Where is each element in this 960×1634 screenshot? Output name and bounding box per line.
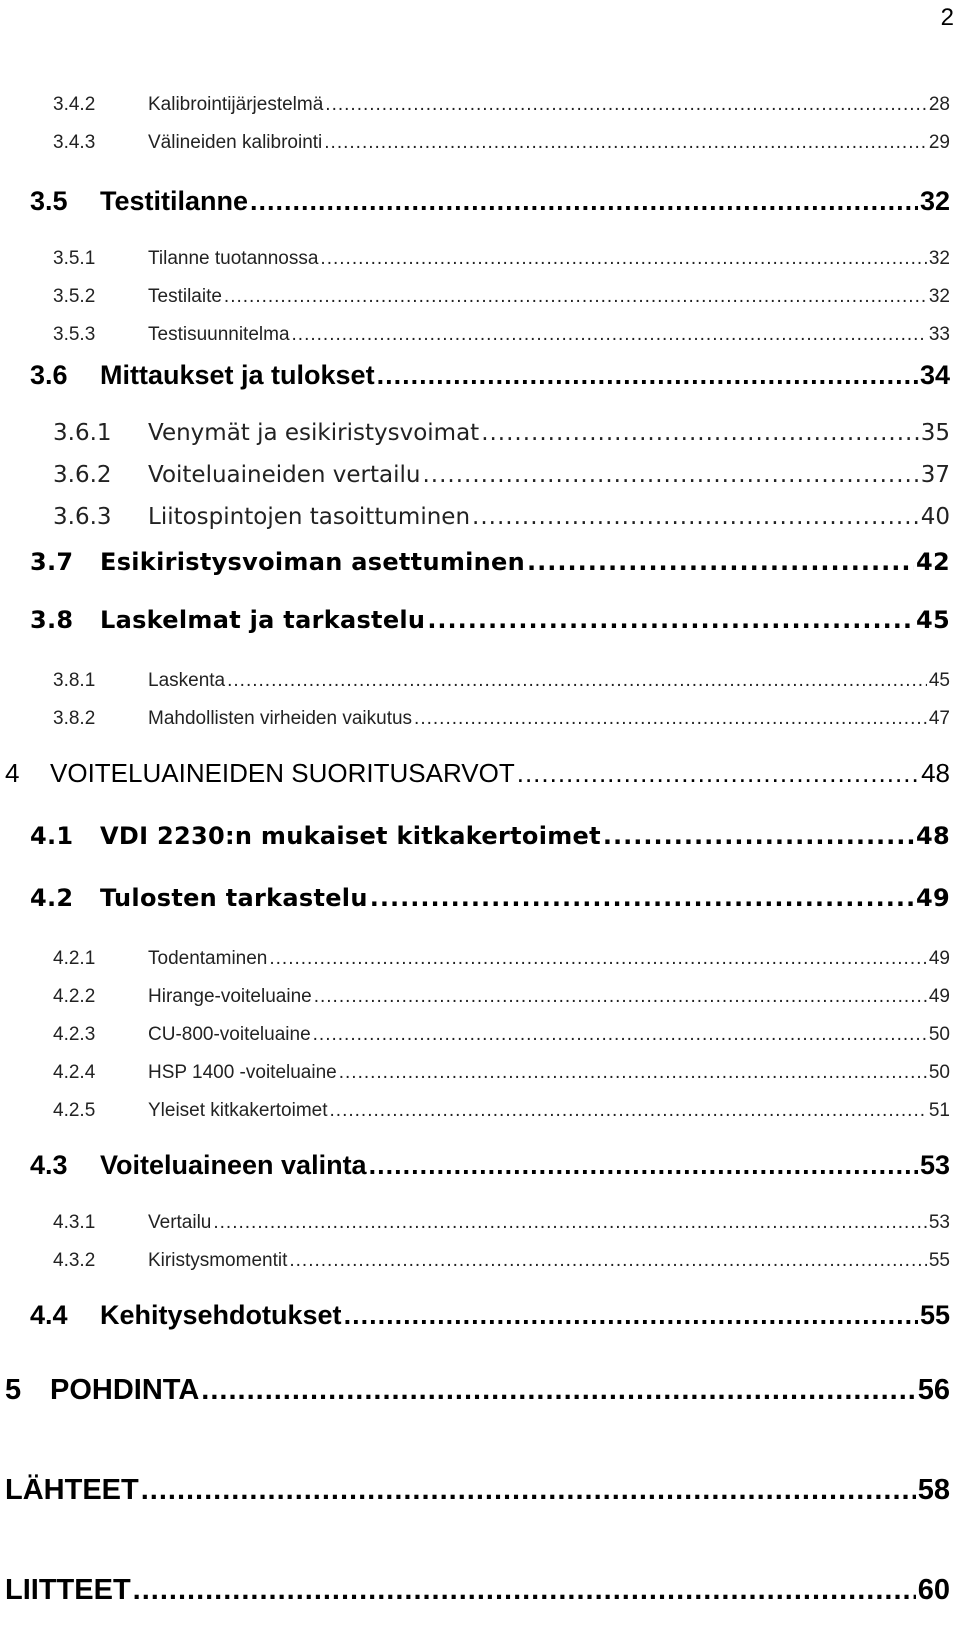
toc-entry-title: Laskelmat ja tarkastelu bbox=[100, 606, 426, 634]
toc-entry-title: Tulosten tarkastelu bbox=[100, 884, 368, 912]
toc-entry-title: Mahdollisten virheiden vaikutus bbox=[148, 708, 413, 729]
toc-entry-title: Hirange-voiteluaine bbox=[148, 986, 312, 1007]
toc-entry-page: 45 bbox=[928, 670, 950, 691]
toc-entry-leader bbox=[314, 986, 927, 1008]
toc-entry[interactable] bbox=[53, 132, 950, 154]
toc-entry[interactable] bbox=[30, 360, 950, 391]
toc-entry[interactable] bbox=[53, 708, 950, 730]
toc-entry-leader bbox=[517, 758, 919, 789]
toc-entry-page: 49 bbox=[916, 884, 950, 912]
toc-entry-title: Voiteluaineen valinta bbox=[100, 1150, 367, 1180]
toc-entry-page: 48 bbox=[921, 758, 950, 788]
toc-entry-title: Testilaite bbox=[148, 286, 222, 307]
toc-entry[interactable] bbox=[30, 1300, 950, 1331]
toc-entry-page: 29 bbox=[928, 132, 950, 153]
toc-entry-number: 3.8.1 bbox=[53, 670, 96, 691]
page-number: 2 bbox=[940, 4, 954, 31]
toc-entry-leader bbox=[292, 324, 927, 346]
toc-entry-number: 4.3.1 bbox=[53, 1212, 96, 1233]
toc-entry[interactable] bbox=[30, 884, 950, 912]
toc-entry-page: 42 bbox=[916, 548, 950, 576]
toc-entry[interactable] bbox=[53, 948, 950, 970]
toc-entry-page: 55 bbox=[919, 1300, 950, 1330]
toc-entry-leader bbox=[339, 1062, 927, 1084]
toc-entry-leader bbox=[141, 1474, 916, 1507]
toc-entry-title: Tilanne tuotannossa bbox=[148, 248, 319, 269]
toc-entry-number: 4.3 bbox=[30, 1150, 68, 1180]
toc-entry-leader bbox=[313, 1024, 927, 1046]
toc-entry-page: 50 bbox=[928, 1062, 950, 1083]
toc-entry-page: 58 bbox=[917, 1474, 950, 1506]
toc-entry-number: 3.6.2 bbox=[53, 462, 112, 488]
toc-entry-title: Laskenta bbox=[148, 670, 226, 691]
toc-entry-leader bbox=[414, 708, 927, 730]
toc-entry-leader bbox=[133, 1574, 916, 1607]
toc-entry-page: 40 bbox=[920, 504, 950, 530]
toc-entry-title: LÄHTEET bbox=[5, 1474, 139, 1506]
toc-entry-leader bbox=[344, 1300, 918, 1331]
toc-entry-leader bbox=[320, 248, 926, 270]
toc-entry-page: 28 bbox=[928, 94, 950, 115]
toc-entry-title: Liitospintojen tasoittuminen bbox=[148, 504, 471, 530]
toc-entry-leader bbox=[603, 822, 914, 850]
toc-entry-title: Kiristysmomentit bbox=[148, 1250, 288, 1271]
toc-entry-leader bbox=[330, 1100, 927, 1122]
toc-entry-title: Esikiristysvoiman asettuminen bbox=[100, 548, 526, 576]
toc-entry-title: VDI 2230:n mukaiset kitkakertoimet bbox=[100, 822, 601, 850]
toc-entry[interactable] bbox=[5, 758, 950, 789]
toc-entry-title: Testisuunnitelma bbox=[148, 324, 290, 345]
toc-entry-number: 4.4 bbox=[30, 1300, 68, 1330]
toc-entry-number: 3.5.3 bbox=[53, 324, 96, 345]
toc-entry[interactable] bbox=[53, 986, 950, 1008]
toc-entry-leader bbox=[370, 884, 914, 912]
toc-entry[interactable] bbox=[53, 670, 950, 692]
toc-entry-page: 48 bbox=[916, 822, 950, 850]
toc-entry-number: 3.6.3 bbox=[53, 504, 112, 530]
toc-entry-title: LIITTEET bbox=[5, 1574, 131, 1606]
toc-entry-title: Venymät ja esikiristysvoimat bbox=[148, 420, 480, 446]
toc-entry-number: 3.4.2 bbox=[53, 94, 96, 115]
toc-entry-page: 35 bbox=[920, 420, 950, 446]
toc-entry-page: 53 bbox=[919, 1150, 950, 1180]
toc-entry-leader bbox=[481, 420, 919, 446]
toc-entry-page: 32 bbox=[928, 286, 950, 307]
toc-entry[interactable] bbox=[30, 1150, 950, 1181]
toc-entry-leader bbox=[224, 286, 927, 308]
toc-entry-leader bbox=[250, 186, 918, 217]
toc-entry[interactable] bbox=[53, 1062, 950, 1084]
toc-entry[interactable] bbox=[30, 822, 950, 850]
toc-entry-page: 56 bbox=[917, 1374, 950, 1406]
toc-entry[interactable] bbox=[53, 462, 950, 488]
toc-entry-leader bbox=[472, 504, 919, 530]
toc-entry-number: 3.6.1 bbox=[53, 420, 112, 446]
toc-entry-title: HSP 1400 -voiteluaine bbox=[148, 1062, 337, 1083]
toc-entry[interactable] bbox=[53, 420, 950, 446]
toc-entry-leader bbox=[377, 360, 918, 391]
toc-entry-title: Yleiset kitkakertoimet bbox=[148, 1100, 328, 1121]
toc-entry-leader bbox=[324, 132, 927, 154]
toc-entry-leader bbox=[289, 1250, 927, 1272]
toc-entry[interactable] bbox=[5, 1474, 950, 1507]
toc-entry[interactable] bbox=[53, 504, 950, 530]
toc-entry-page: 37 bbox=[920, 462, 950, 488]
toc-entry-number: 4.2.2 bbox=[53, 986, 96, 1007]
toc-entry[interactable] bbox=[30, 186, 950, 217]
toc-entry-number: 3.6 bbox=[30, 360, 68, 390]
toc-entry-number: 4.2 bbox=[30, 884, 74, 912]
toc-entry-number: 3.5.2 bbox=[53, 286, 96, 307]
toc-entry-page: 50 bbox=[928, 1024, 950, 1045]
toc-entry-leader bbox=[527, 548, 914, 576]
toc-entry-number: 4.2.5 bbox=[53, 1100, 96, 1121]
toc-entry[interactable] bbox=[5, 1574, 950, 1607]
toc-entry[interactable] bbox=[53, 1250, 950, 1272]
toc-entry-leader bbox=[213, 1212, 926, 1234]
toc-entry-page: 34 bbox=[919, 360, 950, 390]
toc-entry-page: 55 bbox=[928, 1250, 950, 1271]
toc-entry-leader bbox=[427, 606, 914, 634]
toc-entry-leader bbox=[201, 1374, 915, 1407]
toc-entry-number: 4.1 bbox=[30, 822, 74, 850]
toc-entry-number: 3.4.3 bbox=[53, 132, 96, 153]
toc-entry-leader bbox=[369, 1150, 918, 1181]
toc-entry-title: CU-800-voiteluaine bbox=[148, 1024, 311, 1045]
toc-entry-leader bbox=[269, 948, 926, 970]
toc-entry-page: 45 bbox=[916, 606, 950, 634]
toc-entry-number: 4.3.2 bbox=[53, 1250, 96, 1271]
toc-entry-page: 60 bbox=[917, 1574, 950, 1606]
toc-entry-page: 33 bbox=[928, 324, 950, 345]
toc-entry[interactable] bbox=[53, 248, 950, 270]
toc-entry-leader bbox=[227, 670, 927, 692]
toc-entry-number: 3.8 bbox=[30, 606, 74, 634]
toc-entry-number: 3.5.1 bbox=[53, 248, 96, 269]
toc-entry-number: 3.7 bbox=[30, 548, 74, 576]
toc-entry-page: 32 bbox=[928, 248, 950, 269]
toc-entry-page: 51 bbox=[928, 1100, 950, 1121]
toc-entry[interactable] bbox=[30, 606, 950, 634]
toc-entry-title: Kalibrointijärjestelmä bbox=[148, 94, 324, 115]
toc-entry-title: Välineiden kalibrointi bbox=[148, 132, 323, 153]
toc-entry-number: 4.2.4 bbox=[53, 1062, 96, 1083]
toc-entry-page: 53 bbox=[928, 1212, 950, 1233]
toc-entry[interactable] bbox=[30, 548, 950, 576]
toc-entry[interactable] bbox=[53, 1100, 950, 1122]
toc-entry-number: 4.2.1 bbox=[53, 948, 96, 969]
toc-entry-title: Mittaukset ja tulokset bbox=[100, 360, 375, 390]
toc-entry-number: 3.5 bbox=[30, 186, 68, 216]
toc-entry[interactable] bbox=[53, 324, 950, 346]
toc-entry-leader bbox=[325, 94, 927, 116]
toc-entry-leader bbox=[422, 462, 918, 488]
toc-entry[interactable] bbox=[53, 94, 950, 116]
toc-entry-number: 4 bbox=[5, 758, 20, 788]
toc-entry-title: Vertailu bbox=[148, 1212, 212, 1233]
toc-entry[interactable] bbox=[5, 1374, 950, 1407]
toc-entry-page: 49 bbox=[928, 986, 950, 1007]
toc-entry-title: Voiteluaineiden vertailu bbox=[148, 462, 421, 488]
toc-entry-number: 3.8.2 bbox=[53, 708, 96, 729]
toc-entry[interactable] bbox=[53, 1024, 950, 1046]
toc-entry-title: VOITELUAINEIDEN SUORITUSARVOT bbox=[50, 758, 515, 788]
toc-entry-title: Kehitysehdotukset bbox=[100, 1300, 342, 1330]
toc-entry[interactable] bbox=[53, 1212, 950, 1234]
toc-entry[interactable] bbox=[53, 286, 950, 308]
toc-entry-title: Testitilanne bbox=[100, 186, 249, 216]
toc-entry-page: 49 bbox=[928, 948, 950, 969]
toc-entry-title: Todentaminen bbox=[148, 948, 268, 969]
toc-entry-page: 47 bbox=[928, 708, 950, 729]
toc-entry-title: POHDINTA bbox=[50, 1374, 200, 1406]
toc-entry-number: 5 bbox=[5, 1374, 22, 1406]
toc-entry-page: 32 bbox=[919, 186, 950, 216]
toc-entry-number: 4.2.3 bbox=[53, 1024, 96, 1045]
